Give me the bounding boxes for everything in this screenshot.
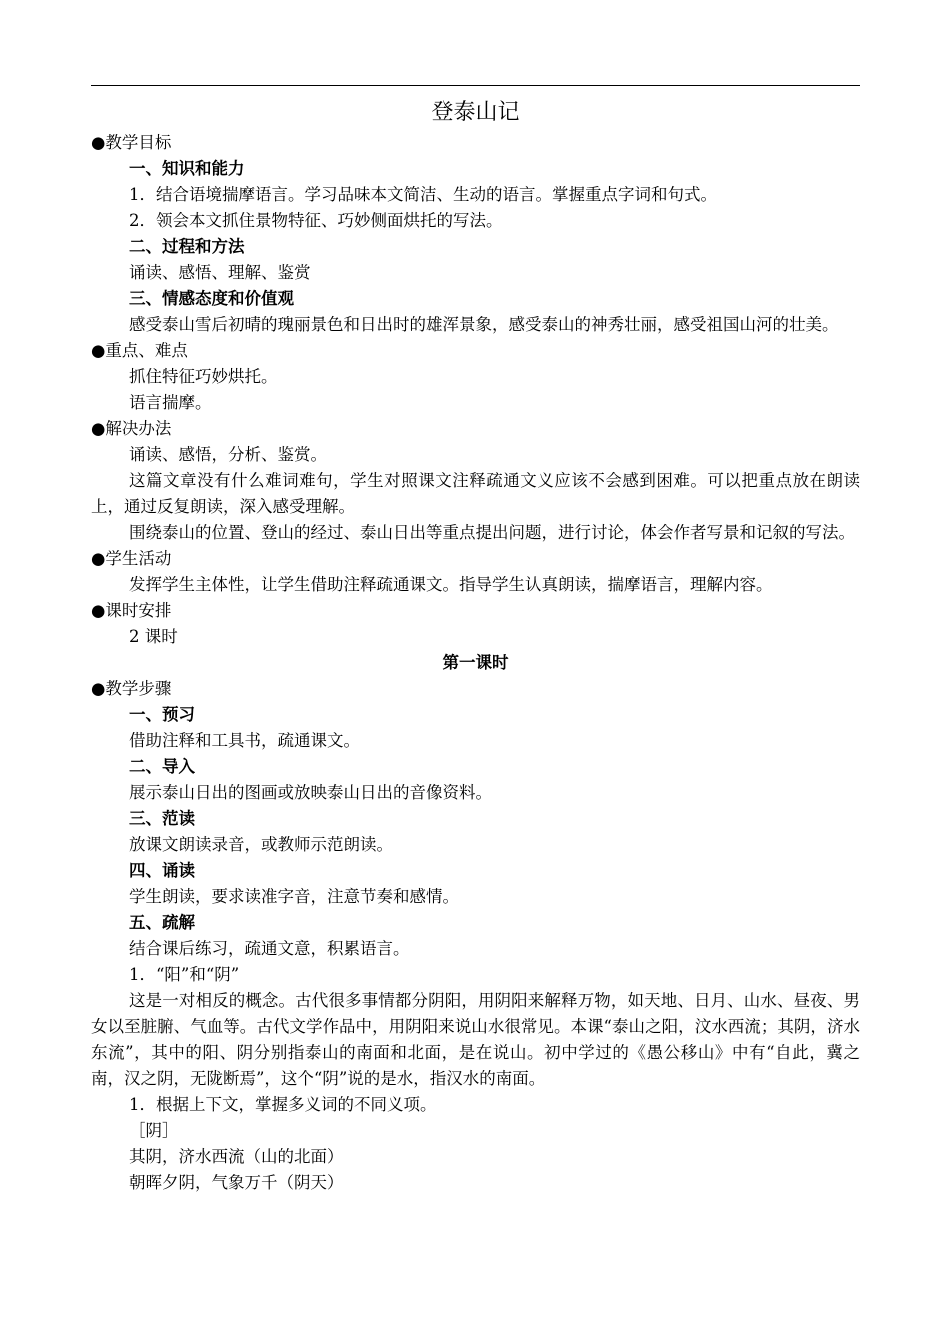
step-intro-text: 展示泰山日出的图画或放映泰山日出的音像资料。 [129, 783, 492, 802]
emotion-paragraph: 感受泰山雪后初晴的瑰丽景色和日出时的雄浑景象，感受泰山的神秀壮丽，感受祖国山河的壮美。 [129, 315, 839, 334]
keypoints-heading: ●重点、难点 [91, 341, 188, 360]
objective-item-2: 2．领会本文抓住景物特征、巧妙侧面烘托的写法。 [129, 211, 503, 230]
header-rule [91, 85, 860, 86]
step-recite-heading: 四、诵读 [129, 861, 195, 880]
page-title: 登泰山记 [431, 100, 520, 125]
step-explain-text: 结合课后练习，疏通文意，积累语言。 [129, 939, 410, 958]
polysemy-term: ［阴］ [129, 1121, 179, 1140]
step-model-reading-text: 放课文朗读录音，或教师示范朗读。 [129, 835, 393, 854]
solution-item-1: 诵读、感悟，分析、鉴赏。 [129, 445, 327, 464]
solution-paragraph-2: 围绕泰山的位置、登山的经过、泰山日出等重点提出问题，进行讨论，体会作者写景和记叙的写法。 [129, 523, 855, 542]
objectives-heading: ●教学目标 [91, 133, 172, 152]
lesson-one-heading: 第一课时 [442, 653, 509, 672]
yin-yang-paragraph: 这是一对相反的概念。古代很多事情都分阴阳，用阴阳来解释万物，如天地、日月、山水、昼夜、男女以至脏腑、气血等。古代文学作品中，用阴阳来说山水很常见。本课“泰山之阳，汶水西流；其阴，济水东流”，其中的阳、阴分别指泰山的南面和北面，是在说山。初中学过的《愚公移山》中有“自此，冀之南，汉之阴，无陇断焉”，这个“阴”说的是水，指汉水的南面。 [91, 991, 860, 1088]
keypoint-item-2: 语言揣摩。 [129, 393, 212, 412]
polysemy-example-2: 朝晖夕阴，气象万千（阴天） [129, 1173, 344, 1192]
steps-heading: ●教学步骤 [91, 679, 172, 698]
solution-paragraph-1: 这篇文章没有什么难词难句，学生对照课文注释疏通文义应该不会感到困难。可以把重点放在朗读上，通过反复朗读，深入感受理解。 [91, 471, 860, 516]
step-recite-text: 学生朗读，要求读准字音，注意节奏和感情。 [129, 887, 459, 906]
activity-text: 发挥学生主体性，让学生借助注释疏通课文。指导学生认真朗读，揣摩语言，理解内容。 [129, 575, 773, 594]
schedule-text: 2 课时 [129, 627, 178, 646]
step-preview-text: 借助注释和工具书，疏通课文。 [129, 731, 360, 750]
step-model-reading-heading: 三、范读 [129, 809, 195, 828]
section-process-heading: 二、过程和方法 [129, 237, 245, 256]
activity-heading: ●学生活动 [91, 549, 172, 568]
step-preview-heading: 一、预习 [129, 705, 195, 724]
polysemy-example-1: 其阴，济水西流（山的北面） [129, 1147, 344, 1166]
yin-yang-heading: 1．“阳”和“阴” [129, 965, 240, 984]
keypoint-item-1: 抓住特征巧妙烘托。 [129, 367, 278, 386]
polysemy-heading: 1．根据上下文，掌握多义词的不同义项。 [129, 1095, 437, 1114]
step-explain-heading: 五、疏解 [129, 913, 195, 932]
objective-item-1: 1．结合语境揣摩语言。学习品味本文简洁、生动的语言。掌握重点字词和句式。 [129, 185, 717, 204]
solution-heading: ●解决办法 [91, 419, 172, 438]
section-emotion-heading: 三、情感态度和价值观 [129, 289, 294, 308]
section-knowledge-heading: 一、知识和能力 [129, 159, 245, 178]
document-page [91, 96, 860, 1196]
process-text: 诵读、感悟、理解、鉴赏 [129, 263, 311, 282]
step-intro-heading: 二、导入 [129, 757, 195, 776]
schedule-heading: ●课时安排 [91, 601, 172, 620]
